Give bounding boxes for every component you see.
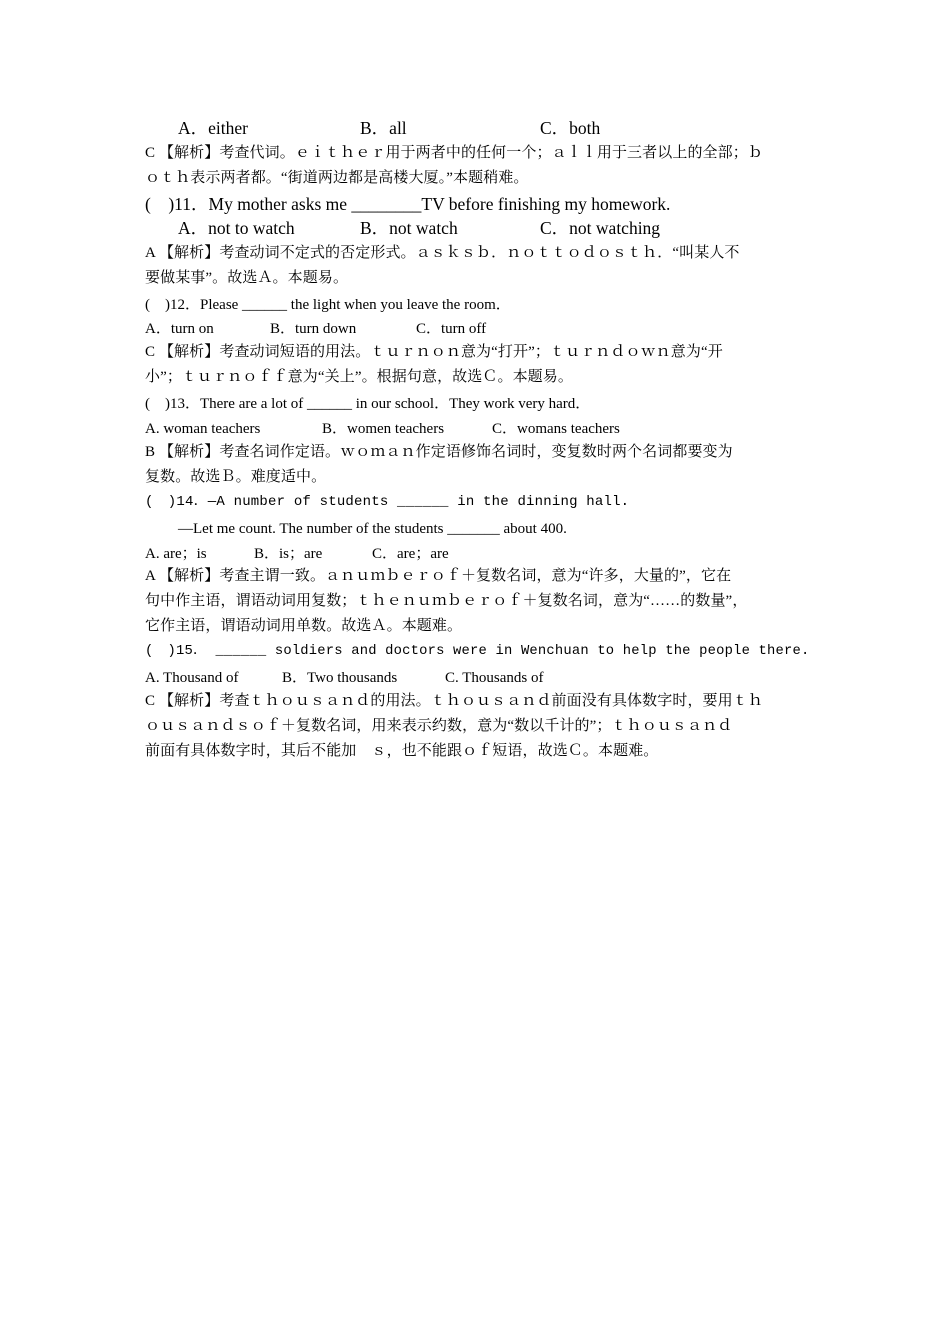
q14-analysis-line-2: 句中作主语，谓语动词用复数；ｔｈｅｎｕｍｂｅｒｏｆ＋复数名词，意为“……的数量”， <box>145 593 748 609</box>
q12-option-c: C．turn off <box>416 321 487 337</box>
q15-option-a: A. Thousand of <box>145 670 239 686</box>
q13-stem: ( )13．There are a lot of ______ in our school．They work very hard． <box>145 396 591 412</box>
q10-option-b: B．all <box>360 118 407 138</box>
q14-stem-reply: —Let me count. The number of the students _______ about 400. <box>178 521 567 537</box>
q15-analysis-line-3: 前面有具体数字时，其后不能加 ｓ，也不能跟ｏｆ短语，故选Ｃ。本题难。 <box>145 743 659 759</box>
q14-option-b: B．is；are <box>254 546 323 562</box>
q12-analysis-line-2: 小”；ｔｕｒｎｏｆｆ意为“关上”。根据句意，故选Ｃ。本题易。 <box>145 369 573 385</box>
q10-analysis-line-2: ｏｔｈ表示两者都。“街道两边都是高楼大厦。”本题稍难。 <box>145 170 529 186</box>
q11-stem: ( )11．My mother asks me ________TV before finishing my homework. <box>145 194 671 214</box>
q15-stem: ( )15． ______ soldiers and doctors were in Wenchuan to help the people there. <box>145 643 810 659</box>
q15-option-c: C. Thousands of <box>445 670 544 686</box>
q13-analysis-line-1: B 【解析】考查名词作定语。ｗｏｍａｎ作定语修饰名词时，变复数时两个名词都要变为 <box>145 444 733 460</box>
q13-option-c: C．womans teachers <box>492 421 620 437</box>
q14-analysis-line-1: A 【解析】考查主谓一致。ａｎｕｍｂｅｒｏｆ＋复数名词，意为“许多，大量的”，它在 <box>145 568 732 584</box>
q12-option-b: B．turn down <box>270 321 357 337</box>
q14-option-c: C．are；are <box>372 546 449 562</box>
q14-stem: ( )14．—A number of students ______ in the dinning hall. <box>145 494 630 510</box>
q12-option-a: A．turn on <box>145 321 214 337</box>
q14-option-a: A. are；is <box>145 546 207 562</box>
q11-analysis-line-2: 要做某事”。故选Ａ。本题易。 <box>145 270 349 286</box>
q12-stem: ( )12．Please ______ the light when you leave the room． <box>145 297 511 313</box>
q11-option-a: A．not to watch <box>178 218 295 238</box>
q11-analysis-line-1: A 【解析】考查动词不定式的否定形式。ａｓｋｓｂ．ｎｏｔｔｏｄｏｓｔｈ．“叫某人不 <box>145 245 740 261</box>
q12-analysis-line-1: C 【解析】考查动词短语的用法。ｔｕｒｎｏｎ意为“打开”；ｔｕｒｎｄｏｗｎ意为“开 <box>145 344 723 360</box>
q13-option-a: A. woman teachers <box>145 421 261 437</box>
q15-analysis-line-2: ｏｕｓａｎｄｓｏｆ＋复数名词，用来表示约数，意为“数以千计的”；ｔｈｏｕｓａｎｄ <box>145 718 733 734</box>
q13-option-b: B．women teachers <box>322 421 445 437</box>
q11-option-b: B．not watch <box>360 218 458 238</box>
q10-option-c: C．both <box>540 118 601 138</box>
q10-analysis-line-1: C 【解析】考查代词。ｅｉｔｈｅｒ用于两者中的任何一个；ａｌｌ用于三者以上的全部；ｂ <box>145 145 763 161</box>
q13-analysis-line-2: 复数。故选Ｂ。难度适中。 <box>145 469 327 485</box>
q14-analysis-line-3: 它作主语，谓语动词用单数。故选Ａ。本题难。 <box>145 618 463 634</box>
q15-analysis-line-1: C 【解析】考查ｔｈｏｕｓａｎｄ的用法。ｔｈｏｕｓａｎｄ前面没有具体数字时，要用ｔｈ <box>145 693 763 709</box>
q11-option-c: C．not watching <box>540 218 661 238</box>
q10-option-a: A．either <box>178 118 248 138</box>
q15-option-b: B．Two thousands <box>282 670 398 686</box>
